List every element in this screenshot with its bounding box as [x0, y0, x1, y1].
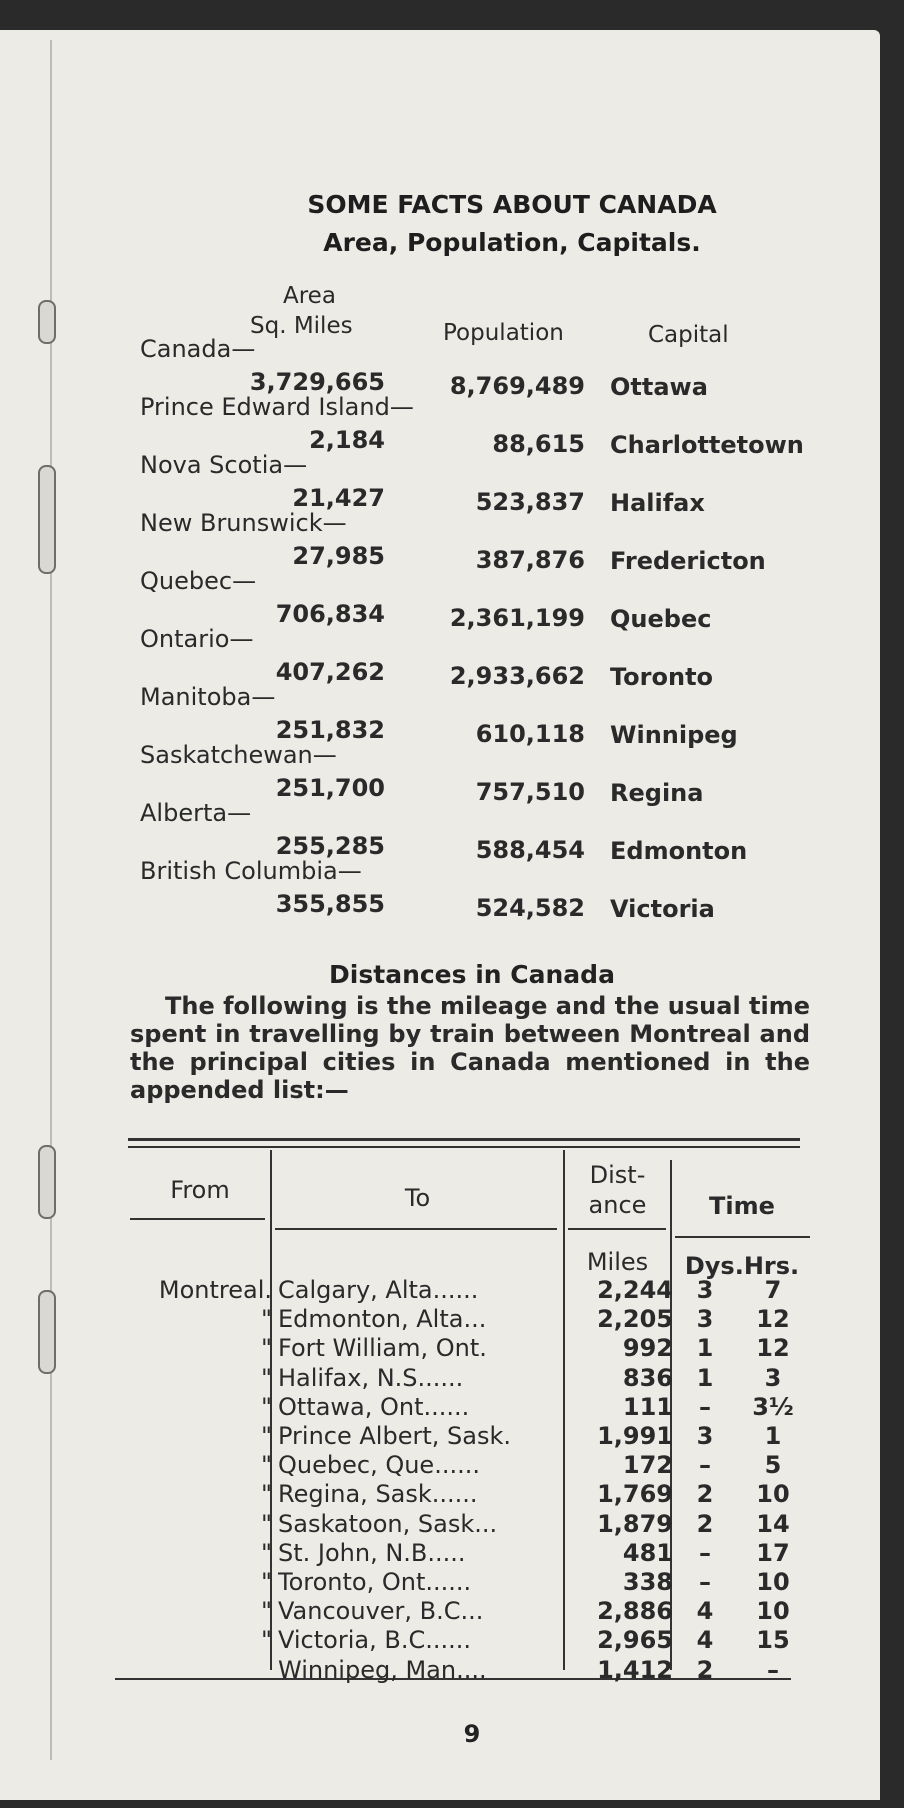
table-row [110, 1510, 810, 1539]
hours-cell: 5 [764, 1451, 782, 1480]
days-cell: 2 [696, 1480, 714, 1509]
days-cell: – [699, 1392, 711, 1421]
hours-cell: 10 [756, 1568, 790, 1596]
table-row [110, 1480, 810, 1509]
miles-cell: 1,412 [597, 1655, 673, 1684]
binding-staple [38, 1145, 56, 1219]
population-value: 523,837 [475, 488, 585, 516]
area-value: 27,985 [292, 542, 385, 570]
from-cell: " [260, 1451, 272, 1480]
area-header-line2: Sq. Miles [250, 313, 353, 339]
capital-value: Ottawa [610, 373, 708, 401]
province-name: Canada— [140, 335, 256, 363]
from-cell: " [260, 1305, 272, 1334]
population-value: 524,582 [475, 894, 585, 922]
population-value: 88,615 [492, 430, 585, 458]
capital-value: Toronto [610, 663, 714, 691]
from-cell: " [260, 1392, 272, 1421]
time-header: Time [709, 1192, 775, 1220]
area-value: 355,855 [275, 890, 385, 918]
to-cell: Quebec, Que...... [278, 1451, 480, 1480]
hours-cell: 10 [756, 1597, 790, 1626]
table-top-rule [128, 1146, 800, 1148]
hours-cell: 15 [756, 1626, 790, 1655]
hours-cell: 17 [756, 1538, 790, 1567]
to-cell: Ottawa, Ont...... [278, 1392, 470, 1421]
capital-value: Halifax [610, 489, 705, 517]
table-row [110, 1276, 810, 1305]
capital-value: Regina [610, 779, 704, 807]
population-value: 610,118 [475, 720, 585, 748]
days-cell: 2 [696, 1509, 714, 1538]
hours-cell: 10 [756, 1480, 790, 1509]
days-cell: – [699, 1568, 711, 1596]
capital-value: Fredericton [610, 547, 766, 575]
distances-intro: The following is the mileage and the usual time spent in travelling by train between Montreal and the principal cities in Canada mentioned in the appended list:— [130, 992, 811, 1104]
days-cell: 4 [696, 1597, 714, 1626]
capital-value: Winnipeg [610, 721, 738, 749]
area-value: 251,832 [275, 716, 385, 744]
province-name: Nova Scotia— [140, 451, 308, 479]
area-value: 407,262 [275, 658, 385, 686]
table-row [110, 1626, 810, 1655]
days-hours-subheader: Dys.Hrs. [684, 1252, 800, 1280]
province-name: British Columbia— [140, 857, 362, 885]
binding-staple [38, 300, 56, 344]
hours-cell: 12 [756, 1334, 790, 1363]
header-rule [275, 1228, 557, 1230]
capital-header: Capital [648, 322, 729, 348]
miles-cell: 111 [622, 1392, 673, 1421]
distance-header-line1: Dist- [589, 1161, 646, 1189]
to-cell: Fort William, Ont. [278, 1334, 487, 1363]
capital-value: Quebec [610, 605, 712, 633]
hours-cell: 3 [764, 1363, 782, 1392]
distance-header [565, 1160, 670, 1220]
days-cell: 2 [696, 1655, 714, 1684]
miles-cell: 481 [622, 1538, 673, 1567]
table-top-rule [128, 1138, 800, 1141]
to-cell: Winnipeg, Man.... [278, 1655, 487, 1684]
to-cell: Saskatoon, Sask... [278, 1509, 498, 1538]
province-name: Quebec— [140, 567, 257, 595]
province-name: Alberta— [140, 799, 252, 827]
hours-cell: 1 [764, 1422, 782, 1450]
from-cell: " [260, 1597, 272, 1626]
page-fold [50, 40, 52, 1760]
to-header: To [404, 1184, 431, 1212]
binding-staple [38, 1290, 56, 1374]
days-cell: 3 [696, 1276, 714, 1304]
population-value: 757,510 [475, 778, 585, 806]
population-value: 387,876 [475, 546, 585, 574]
miles-cell: 2,886 [597, 1597, 673, 1626]
table-row [110, 1597, 810, 1626]
from-cell: " [260, 1538, 272, 1567]
from-cell: " [260, 1626, 272, 1655]
province-name: Saskatchewan— [140, 741, 337, 769]
from-cell: " [260, 1568, 272, 1596]
miles-cell: 836 [622, 1363, 673, 1392]
days-cell: 3 [696, 1305, 714, 1334]
days-cell: 1 [696, 1363, 714, 1392]
miles-cell: 2,205 [597, 1305, 673, 1334]
from-cell: " [260, 1422, 272, 1450]
area-value: 2,184 [309, 426, 385, 454]
population-value: 8,769,489 [449, 372, 585, 400]
binding-staple [38, 465, 56, 574]
from-cell: " [260, 1480, 272, 1509]
population-value: 2,361,199 [449, 604, 585, 632]
days-cell: – [699, 1451, 711, 1480]
from-cell: " [260, 1509, 272, 1538]
hours-cell: 7 [764, 1276, 782, 1304]
miles-cell: 1,879 [597, 1509, 673, 1538]
distance-header-line2: ance [588, 1191, 647, 1219]
from-header: From [170, 1176, 230, 1204]
distances-heading: Distances in Canada [329, 960, 615, 989]
miles-cell: 172 [622, 1451, 673, 1480]
to-cell: St. John, N.B..... [278, 1538, 466, 1567]
days-cell: 4 [696, 1626, 714, 1655]
area-value: 255,285 [275, 832, 385, 860]
area-value: 21,427 [292, 484, 385, 512]
page-title: SOME FACTS ABOUT CANADA [307, 190, 717, 219]
province-name: Prince Edward Island— [140, 393, 414, 421]
capital-value: Edmonton [610, 837, 748, 865]
population-value: 588,454 [475, 836, 585, 864]
capital-value: Charlottetown [610, 431, 804, 459]
days-cell: 3 [696, 1422, 714, 1450]
header-rule [568, 1228, 666, 1230]
hours-cell: 12 [756, 1305, 790, 1334]
header-rule [675, 1236, 810, 1238]
to-cell: Toronto, Ont...... [278, 1568, 472, 1596]
to-cell: Prince Albert, Sask. [278, 1422, 511, 1450]
miles-subheader: Miles [586, 1248, 649, 1276]
from-cell: " [260, 1334, 272, 1363]
table-row [110, 1393, 810, 1422]
header-rule [130, 1218, 265, 1220]
miles-cell: 1,769 [597, 1480, 673, 1509]
miles-cell: 1,991 [597, 1422, 673, 1450]
table-row [110, 1539, 810, 1568]
area-header-line1: Area [283, 283, 336, 309]
population-value: 2,933,662 [449, 662, 585, 690]
table-row [110, 1568, 810, 1597]
table-row [110, 1451, 810, 1480]
population-header: Population [443, 320, 564, 346]
table-row [110, 1364, 810, 1393]
to-cell: Calgary, Alta...... [278, 1276, 479, 1304]
to-cell: Vancouver, B.C... [278, 1597, 484, 1626]
hours-cell: 14 [756, 1509, 790, 1538]
table-row [110, 1656, 810, 1685]
page-subtitle: Area, Population, Capitals. [323, 228, 701, 257]
miles-cell: 338 [622, 1568, 673, 1596]
hours-cell: 3½ [752, 1392, 794, 1421]
miles-cell: 992 [622, 1334, 673, 1363]
to-cell: Halifax, N.S...... [278, 1363, 464, 1392]
days-cell: 1 [696, 1334, 714, 1363]
from-cell: Montreal. [158, 1276, 272, 1304]
province-name: New Brunswick— [140, 509, 347, 537]
area-value: 706,834 [275, 600, 385, 628]
table-row [110, 1334, 810, 1363]
from-cell: " [260, 1363, 272, 1392]
hours-cell: – [767, 1655, 779, 1684]
to-cell: Edmonton, Alta... [278, 1305, 487, 1334]
province-name: Ontario— [140, 625, 254, 653]
table-row [110, 1422, 810, 1451]
miles-cell: 2,244 [597, 1276, 673, 1304]
table-row [110, 1305, 810, 1334]
area-value: 251,700 [275, 774, 385, 802]
capital-value: Victoria [610, 895, 715, 923]
page-number: 9 [463, 1720, 481, 1748]
days-cell: – [699, 1538, 711, 1567]
to-cell: Regina, Sask...... [278, 1480, 478, 1509]
area-value: 3,729,665 [249, 368, 385, 396]
to-cell: Victoria, B.C...... [278, 1626, 471, 1655]
miles-cell: 2,965 [597, 1626, 673, 1655]
province-name: Manitoba— [140, 683, 276, 711]
